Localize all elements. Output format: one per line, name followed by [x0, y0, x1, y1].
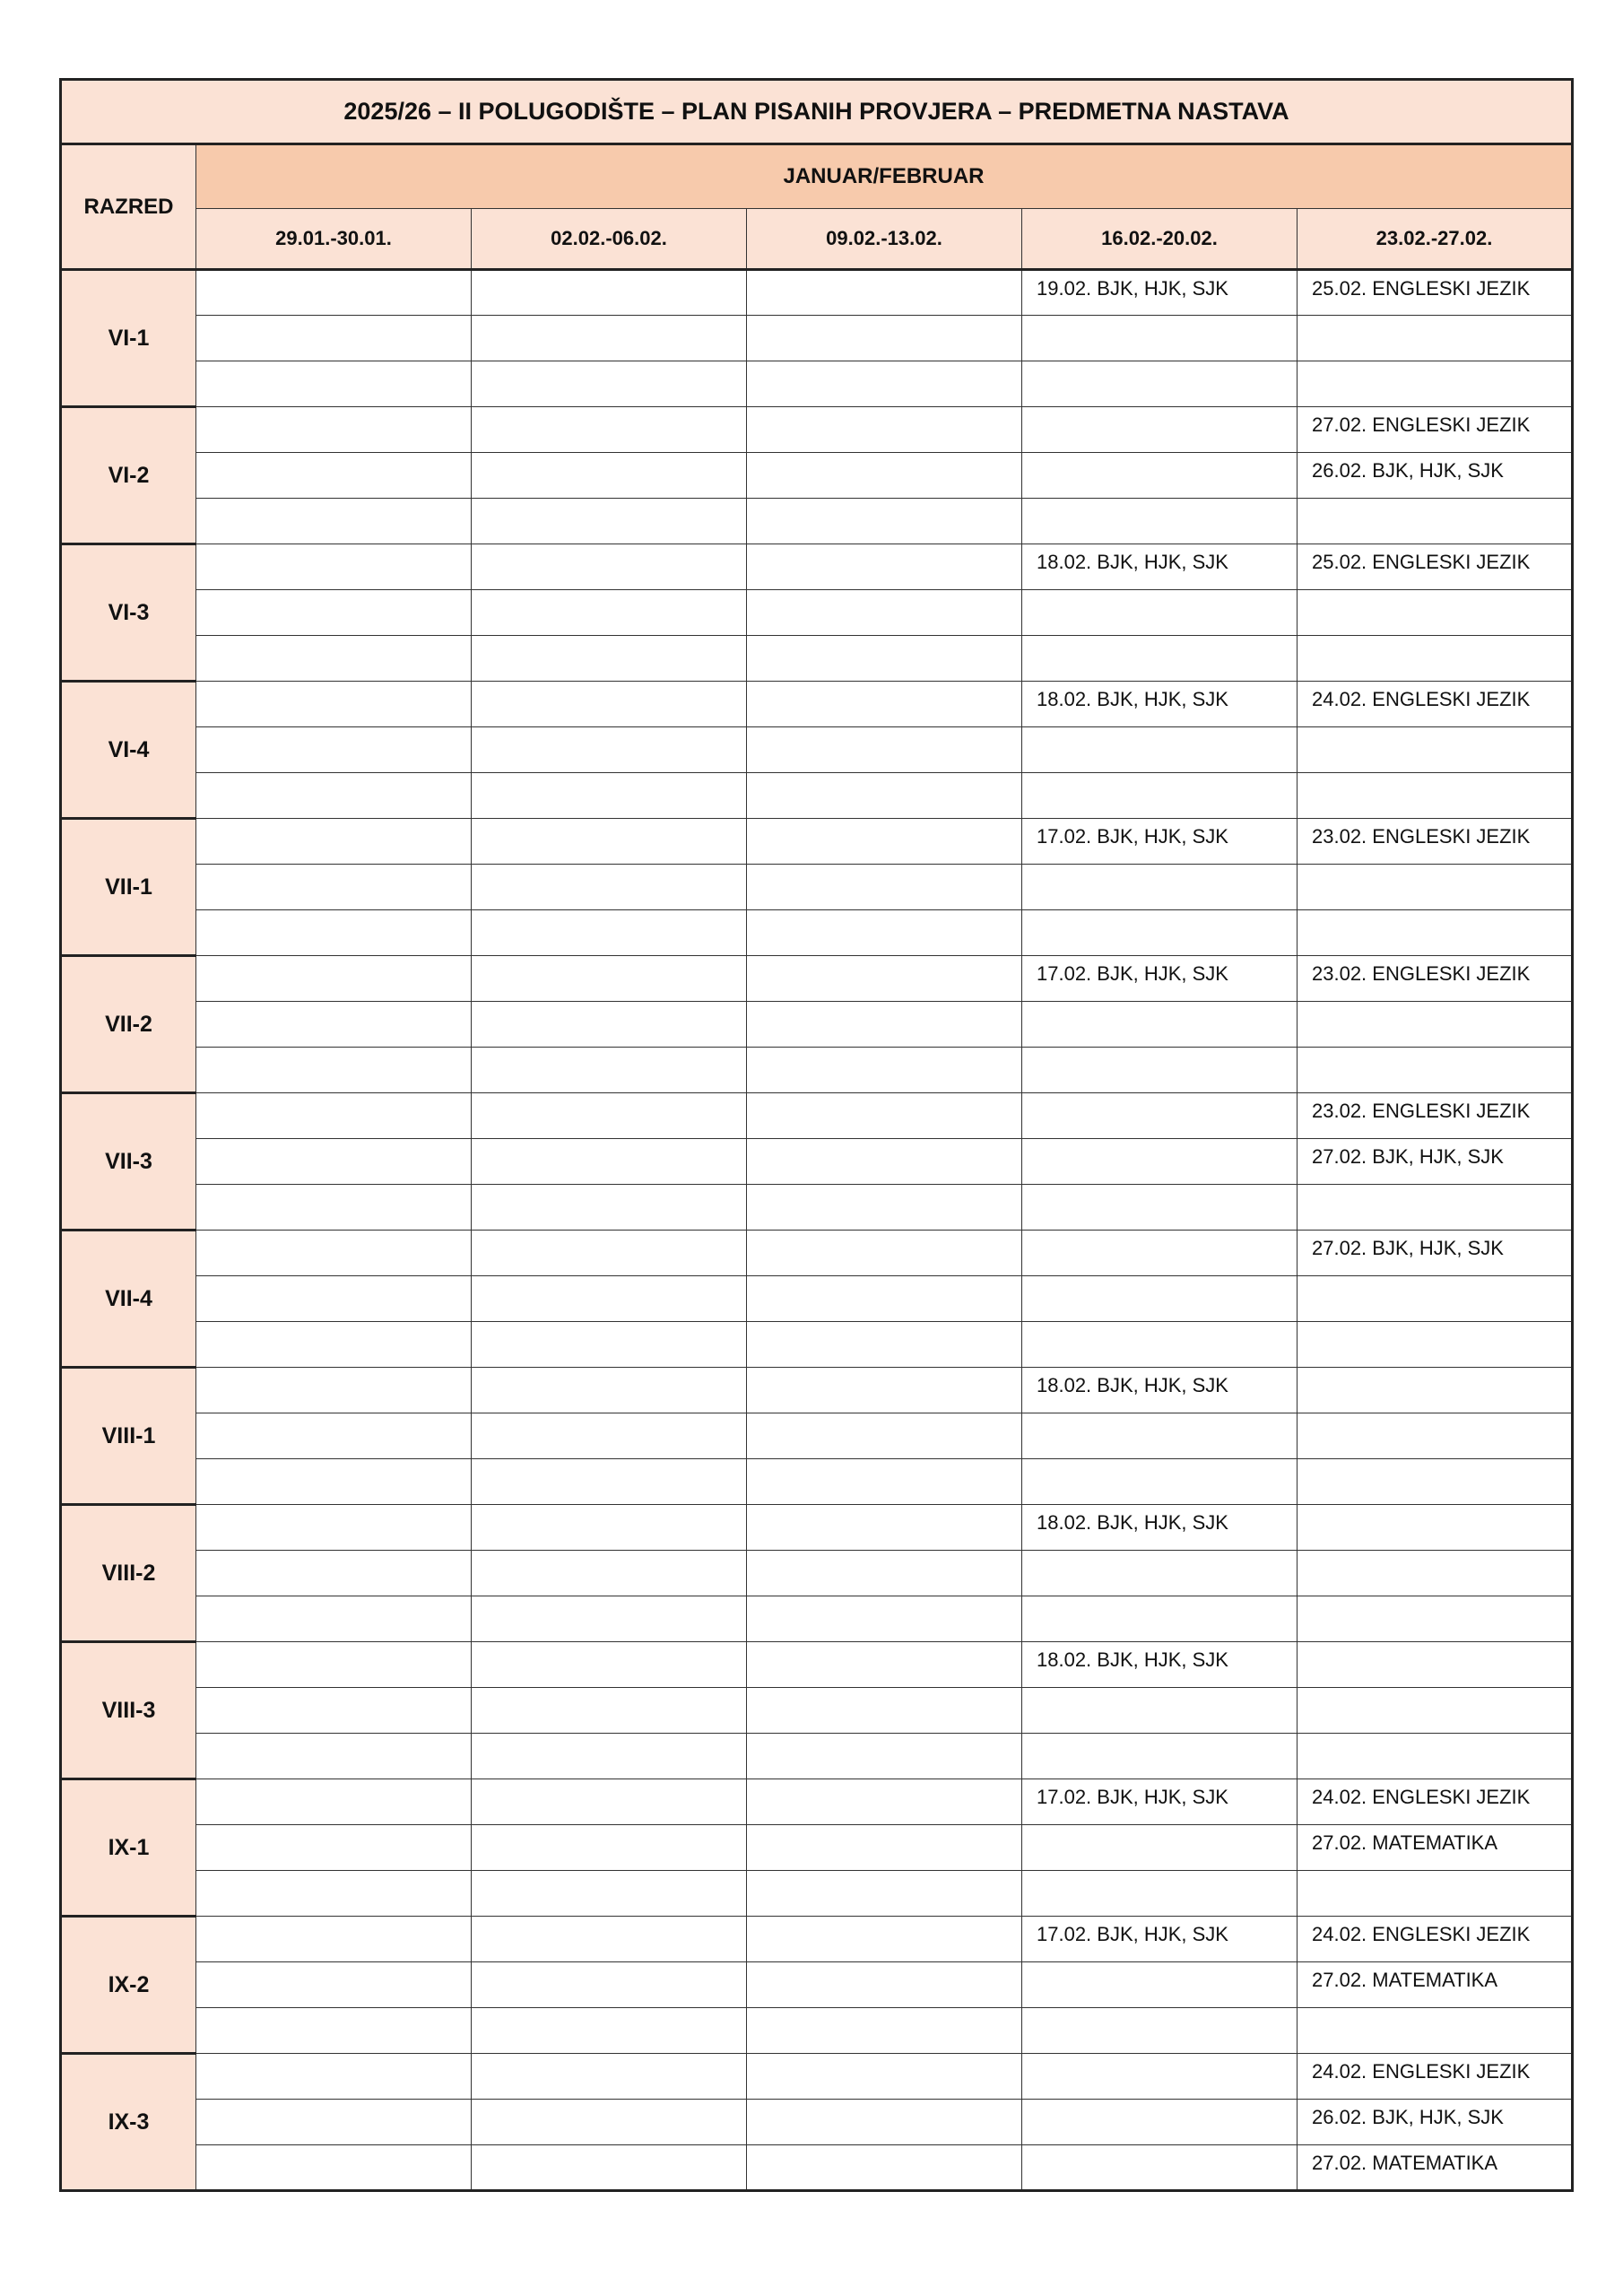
schedule-cell: [196, 1093, 472, 1139]
schedule-cell: [1022, 1596, 1298, 1642]
schedule-cell: [472, 2008, 747, 2054]
week-header: 16.02.-20.02.: [1022, 209, 1298, 270]
schedule-cell: [1022, 727, 1298, 773]
schedule-cell: [1298, 316, 1573, 361]
table-row: [61, 1596, 1573, 1642]
schedule-cell: [196, 1322, 472, 1368]
schedule-cell: [472, 1231, 747, 1276]
table-row: [61, 1779, 1573, 1825]
schedule-cell: [196, 1368, 472, 1413]
schedule-cell: [196, 1413, 472, 1459]
schedule-cell: [196, 1276, 472, 1322]
schedule-cell: [472, 2100, 747, 2145]
schedule-cell: [472, 270, 747, 316]
schedule-cell: [196, 636, 472, 682]
table-row: [61, 865, 1573, 910]
table-row: [61, 544, 1573, 590]
schedule-cell: [472, 1459, 747, 1505]
table-row: [61, 2008, 1573, 2054]
schedule-cell: [1022, 1002, 1298, 1048]
schedule-cell: 18.02. BJK, HJK, SJK: [1022, 1368, 1298, 1413]
schedule-cell: [196, 1139, 472, 1185]
table-row: [61, 1139, 1573, 1185]
schedule-cell: [1298, 1734, 1573, 1779]
schedule-cell: [196, 361, 472, 407]
schedule-cell: [747, 1002, 1022, 1048]
schedule-cell: [196, 773, 472, 819]
table-row: [61, 1505, 1573, 1551]
schedule-cell: [196, 1596, 472, 1642]
table-row: [61, 361, 1573, 407]
razred-header: RAZRED: [61, 144, 196, 270]
table-row: [61, 1185, 1573, 1231]
schedule-cell: [747, 1871, 1022, 1917]
table-row: [61, 1093, 1573, 1139]
schedule-cell: [1298, 1276, 1573, 1322]
schedule-cell: [1022, 1185, 1298, 1231]
schedule-cell: [1022, 453, 1298, 499]
schedule-cell: [472, 819, 747, 865]
week-header: 23.02.-27.02.: [1298, 209, 1573, 270]
schedule-cell: [1022, 636, 1298, 682]
schedule-cell: [1022, 499, 1298, 544]
schedule-cell: [196, 407, 472, 453]
schedule-cell: [747, 270, 1022, 316]
schedule-cell: [1022, 1459, 1298, 1505]
class-label: VI-4: [61, 682, 196, 819]
schedule-cell: [196, 682, 472, 727]
class-label: VI-3: [61, 544, 196, 682]
schedule-cell: [1298, 1002, 1573, 1048]
page-title: 2025/26 – II POLUGODIŠTE – PLAN PISANIH PROVJERA – PREDMETNA NASTAVA: [61, 80, 1573, 144]
schedule-cell: [747, 1917, 1022, 1962]
table-row: [61, 1322, 1573, 1368]
schedule-cell: [196, 1871, 472, 1917]
schedule-cell: [196, 1688, 472, 1734]
schedule-cell: [196, 1779, 472, 1825]
schedule-cell: [472, 407, 747, 453]
schedule-cell: [196, 1642, 472, 1688]
class-label: VII-3: [61, 1093, 196, 1231]
schedule-cell: [747, 1093, 1022, 1139]
schedule-cell: [1298, 1413, 1573, 1459]
table-row: [61, 2054, 1573, 2100]
schedule-cell: [196, 544, 472, 590]
schedule-cell: [196, 270, 472, 316]
class-label: IX-3: [61, 2054, 196, 2191]
schedule-cell: [196, 1002, 472, 1048]
schedule-cell: [196, 1734, 472, 1779]
class-label: IX-2: [61, 1917, 196, 2054]
schedule-cell: 27.02. MATEMATIKA: [1298, 1962, 1573, 2008]
table-row: [61, 956, 1573, 1002]
schedule-cell: [747, 361, 1022, 407]
schedule-cell: [1298, 499, 1573, 544]
schedule-cell: [1298, 1368, 1573, 1413]
schedule-cell: [747, 819, 1022, 865]
schedule-cell: [472, 910, 747, 956]
schedule-cell: [1022, 590, 1298, 636]
schedule-cell: [747, 1779, 1022, 1825]
schedule-cell: [472, 1093, 747, 1139]
schedule-cell: [747, 636, 1022, 682]
schedule-cell: [1022, 1276, 1298, 1322]
table-row: [61, 1917, 1573, 1962]
schedule-cell: [196, 865, 472, 910]
schedule-cell: [1298, 361, 1573, 407]
schedule-cell: [196, 1962, 472, 2008]
schedule-cell: [472, 499, 747, 544]
table-row: [61, 316, 1573, 361]
schedule-cell: [747, 956, 1022, 1002]
schedule-cell: [747, 1185, 1022, 1231]
class-label: VI-1: [61, 270, 196, 407]
schedule-cell: [747, 2054, 1022, 2100]
schedule-cell: 24.02. ENGLESKI JEZIK: [1298, 1779, 1573, 1825]
schedule-cell: 18.02. BJK, HJK, SJK: [1022, 682, 1298, 727]
schedule-cell: [747, 910, 1022, 956]
schedule-cell: [1298, 1871, 1573, 1917]
schedule-cell: 18.02. BJK, HJK, SJK: [1022, 1642, 1298, 1688]
schedule-cell: [196, 819, 472, 865]
schedule-cell: [1298, 1505, 1573, 1551]
class-label: VIII-2: [61, 1505, 196, 1642]
schedule-cell: [1298, 1596, 1573, 1642]
schedule-cell: [1022, 1139, 1298, 1185]
table-row: [61, 2100, 1573, 2145]
schedule-cell: 25.02. ENGLESKI JEZIK: [1298, 544, 1573, 590]
schedule-cell: [747, 1596, 1022, 1642]
table-row: [61, 270, 1573, 316]
schedule-cell: [747, 1734, 1022, 1779]
schedule-cell: [747, 2100, 1022, 2145]
table-row: [61, 1551, 1573, 1596]
month-header: JANUAR/FEBRUAR: [196, 144, 1573, 209]
table-row: [61, 1368, 1573, 1413]
schedule-cell: [472, 1596, 747, 1642]
schedule-cell: [196, 590, 472, 636]
schedule-cell: [472, 1734, 747, 1779]
schedule-cell: [196, 453, 472, 499]
table-row: [61, 636, 1573, 682]
table-row: [61, 1825, 1573, 1871]
schedule-cell: [196, 1459, 472, 1505]
schedule-cell: [1022, 1825, 1298, 1871]
table-row: [61, 1048, 1573, 1093]
schedule-cell: [747, 1825, 1022, 1871]
table-row: [61, 453, 1573, 499]
schedule-cell: [1022, 2145, 1298, 2191]
schedule-cell: 25.02. ENGLESKI JEZIK: [1298, 270, 1573, 316]
schedule-cell: 18.02. BJK, HJK, SJK: [1022, 1505, 1298, 1551]
schedule-cell: [472, 1551, 747, 1596]
schedule-cell: [472, 1825, 747, 1871]
schedule-cell: [472, 682, 747, 727]
class-label: VII-2: [61, 956, 196, 1093]
week-header: 09.02.-13.02.: [747, 209, 1022, 270]
schedule-cell: [472, 1962, 747, 2008]
schedule-cell: [747, 1962, 1022, 2008]
class-label: VII-4: [61, 1231, 196, 1368]
table-row: [61, 682, 1573, 727]
schedule-cell: 27.02. MATEMATIKA: [1298, 1825, 1573, 1871]
schedule-cell: [747, 1642, 1022, 1688]
schedule-cell: [472, 1048, 747, 1093]
schedule-cell: [196, 2100, 472, 2145]
schedule-cell: 26.02. BJK, HJK, SJK: [1298, 2100, 1573, 2145]
schedule-cell: 27.02. BJK, HJK, SJK: [1298, 1231, 1573, 1276]
schedule-cell: 23.02. ENGLESKI JEZIK: [1298, 1093, 1573, 1139]
schedule-cell: [196, 1917, 472, 1962]
schedule-cell: [1298, 773, 1573, 819]
schedule-cell: [747, 773, 1022, 819]
schedule-cell: [1298, 1551, 1573, 1596]
schedule-cell: [472, 773, 747, 819]
schedule-cell: [747, 316, 1022, 361]
schedule-cell: [1022, 1093, 1298, 1139]
schedule-cell: [747, 1231, 1022, 1276]
schedule-cell: [1298, 1048, 1573, 1093]
schedule-cell: [747, 1505, 1022, 1551]
schedule-cell: [747, 1413, 1022, 1459]
test-schedule-table: [59, 78, 1574, 2192]
schedule-cell: 23.02. ENGLESKI JEZIK: [1298, 956, 1573, 1002]
schedule-cell: [196, 727, 472, 773]
schedule-cell: [472, 453, 747, 499]
schedule-cell: [1298, 1185, 1573, 1231]
class-label: VIII-3: [61, 1642, 196, 1779]
schedule-cell: [1298, 1642, 1573, 1688]
schedule-cell: [747, 1551, 1022, 1596]
schedule-cell: [1022, 2054, 1298, 2100]
schedule-cell: [747, 544, 1022, 590]
class-label: VI-2: [61, 407, 196, 544]
schedule-cell: [472, 1505, 747, 1551]
class-label: VIII-1: [61, 1368, 196, 1505]
schedule-cell: [472, 1185, 747, 1231]
schedule-cell: [747, 1688, 1022, 1734]
schedule-cell: [196, 2008, 472, 2054]
week-header: 02.02.-06.02.: [472, 209, 747, 270]
schedule-cell: [472, 636, 747, 682]
schedule-cell: [472, 590, 747, 636]
schedule-cell: [747, 1322, 1022, 1368]
schedule-cell: [472, 1779, 747, 1825]
table-row: [61, 819, 1573, 865]
table-row: [61, 2145, 1573, 2191]
schedule-cell: [1022, 316, 1298, 361]
schedule-cell: [1298, 1688, 1573, 1734]
schedule-cell: [747, 453, 1022, 499]
schedule-cell: 18.02. BJK, HJK, SJK: [1022, 544, 1298, 590]
schedule-cell: [1022, 1871, 1298, 1917]
schedule-cell: [747, 499, 1022, 544]
schedule-cell: [472, 1413, 747, 1459]
schedule-cell: [747, 1459, 1022, 1505]
schedule-cell: [196, 910, 472, 956]
schedule-cell: [747, 407, 1022, 453]
schedule-cell: 17.02. BJK, HJK, SJK: [1022, 819, 1298, 865]
schedule-cell: [472, 1642, 747, 1688]
schedule-cell: [1022, 773, 1298, 819]
schedule-cell: [472, 544, 747, 590]
schedule-cell: [1022, 1962, 1298, 2008]
schedule-cell: [1022, 1048, 1298, 1093]
schedule-cell: [1022, 1734, 1298, 1779]
table-row: [61, 773, 1573, 819]
schedule-cell: [472, 361, 747, 407]
schedule-cell: [196, 956, 472, 1002]
table-row: [61, 590, 1573, 636]
schedule-cell: [1298, 636, 1573, 682]
schedule-cell: [747, 682, 1022, 727]
schedule-cell: [1022, 1413, 1298, 1459]
schedule-cell: 17.02. BJK, HJK, SJK: [1022, 1779, 1298, 1825]
schedule-cell: [472, 2054, 747, 2100]
schedule-cell: [1298, 590, 1573, 636]
schedule-cell: [747, 727, 1022, 773]
schedule-cell: [1022, 1322, 1298, 1368]
schedule-cell: [196, 499, 472, 544]
schedule-cell: [1298, 1322, 1573, 1368]
schedule-cell: [747, 2145, 1022, 2191]
table-row: [61, 1459, 1573, 1505]
table-row: [61, 1002, 1573, 1048]
schedule-cell: [472, 956, 747, 1002]
schedule-cell: [472, 1322, 747, 1368]
table-row: [61, 407, 1573, 453]
schedule-cell: [1022, 1231, 1298, 1276]
schedule-cell: [1022, 910, 1298, 956]
week-header: 29.01.-30.01.: [196, 209, 472, 270]
schedule-cell: [747, 1276, 1022, 1322]
schedule-cell: [472, 2145, 747, 2191]
schedule-cell: [472, 1276, 747, 1322]
schedule-cell: [747, 1048, 1022, 1093]
table-row: [61, 727, 1573, 773]
schedule-cell: [196, 1505, 472, 1551]
schedule-cell: [196, 1048, 472, 1093]
schedule-cell: [472, 1917, 747, 1962]
schedule-cell: [747, 865, 1022, 910]
schedule-cell: 24.02. ENGLESKI JEZIK: [1298, 682, 1573, 727]
schedule-cell: [196, 1231, 472, 1276]
schedule-cell: [1298, 1459, 1573, 1505]
table-row: [61, 1871, 1573, 1917]
schedule-cell: 19.02. BJK, HJK, SJK: [1022, 270, 1298, 316]
table-row: [61, 1276, 1573, 1322]
schedule-cell: [196, 1825, 472, 1871]
schedule-cell: 26.02. BJK, HJK, SJK: [1298, 453, 1573, 499]
table-row: [61, 1688, 1573, 1734]
table-row: [61, 1642, 1573, 1688]
schedule-cell: [1022, 1688, 1298, 1734]
schedule-cell: 24.02. ENGLESKI JEZIK: [1298, 1917, 1573, 1962]
schedule-cell: 17.02. BJK, HJK, SJK: [1022, 956, 1298, 1002]
schedule-cell: [472, 316, 747, 361]
schedule-cell: [472, 727, 747, 773]
schedule-cell: [1298, 865, 1573, 910]
schedule-cell: 24.02. ENGLESKI JEZIK: [1298, 2054, 1573, 2100]
schedule-cell: [1298, 910, 1573, 956]
schedule-cell: [472, 1139, 747, 1185]
schedule-cell: 27.02. ENGLESKI JEZIK: [1298, 407, 1573, 453]
schedule-cell: [196, 316, 472, 361]
table-row: [61, 1231, 1573, 1276]
schedule-cell: [196, 1551, 472, 1596]
schedule-cell: 27.02. BJK, HJK, SJK: [1298, 1139, 1573, 1185]
schedule-cell: [1022, 407, 1298, 453]
schedule-cell: [472, 1002, 747, 1048]
schedule-cell: [472, 1368, 747, 1413]
schedule-cell: [747, 1368, 1022, 1413]
schedule-cell: [196, 2054, 472, 2100]
schedule-cell: [1022, 1551, 1298, 1596]
schedule-cell: [747, 2008, 1022, 2054]
class-label: VII-1: [61, 819, 196, 956]
schedule-cell: [747, 590, 1022, 636]
schedule-cell: [1022, 865, 1298, 910]
schedule-cell: [1298, 727, 1573, 773]
table-row: [61, 1962, 1573, 2008]
schedule-cell: 17.02. BJK, HJK, SJK: [1022, 1917, 1298, 1962]
table-row: [61, 1413, 1573, 1459]
schedule-cell: 27.02. MATEMATIKA: [1298, 2145, 1573, 2191]
schedule-cell: [472, 865, 747, 910]
class-label: IX-1: [61, 1779, 196, 1917]
table-row: [61, 499, 1573, 544]
schedule-cell: [472, 1871, 747, 1917]
schedule-cell: [747, 1139, 1022, 1185]
schedule-cell: 23.02. ENGLESKI JEZIK: [1298, 819, 1573, 865]
schedule-cell: [1022, 2008, 1298, 2054]
schedule-cell: [1298, 2008, 1573, 2054]
schedule-cell: [196, 1185, 472, 1231]
schedule-cell: [1022, 2100, 1298, 2145]
table-row: [61, 1734, 1573, 1779]
table-row: [61, 910, 1573, 956]
schedule-cell: [196, 2145, 472, 2191]
schedule-cell: [472, 1688, 747, 1734]
schedule-cell: [1022, 361, 1298, 407]
